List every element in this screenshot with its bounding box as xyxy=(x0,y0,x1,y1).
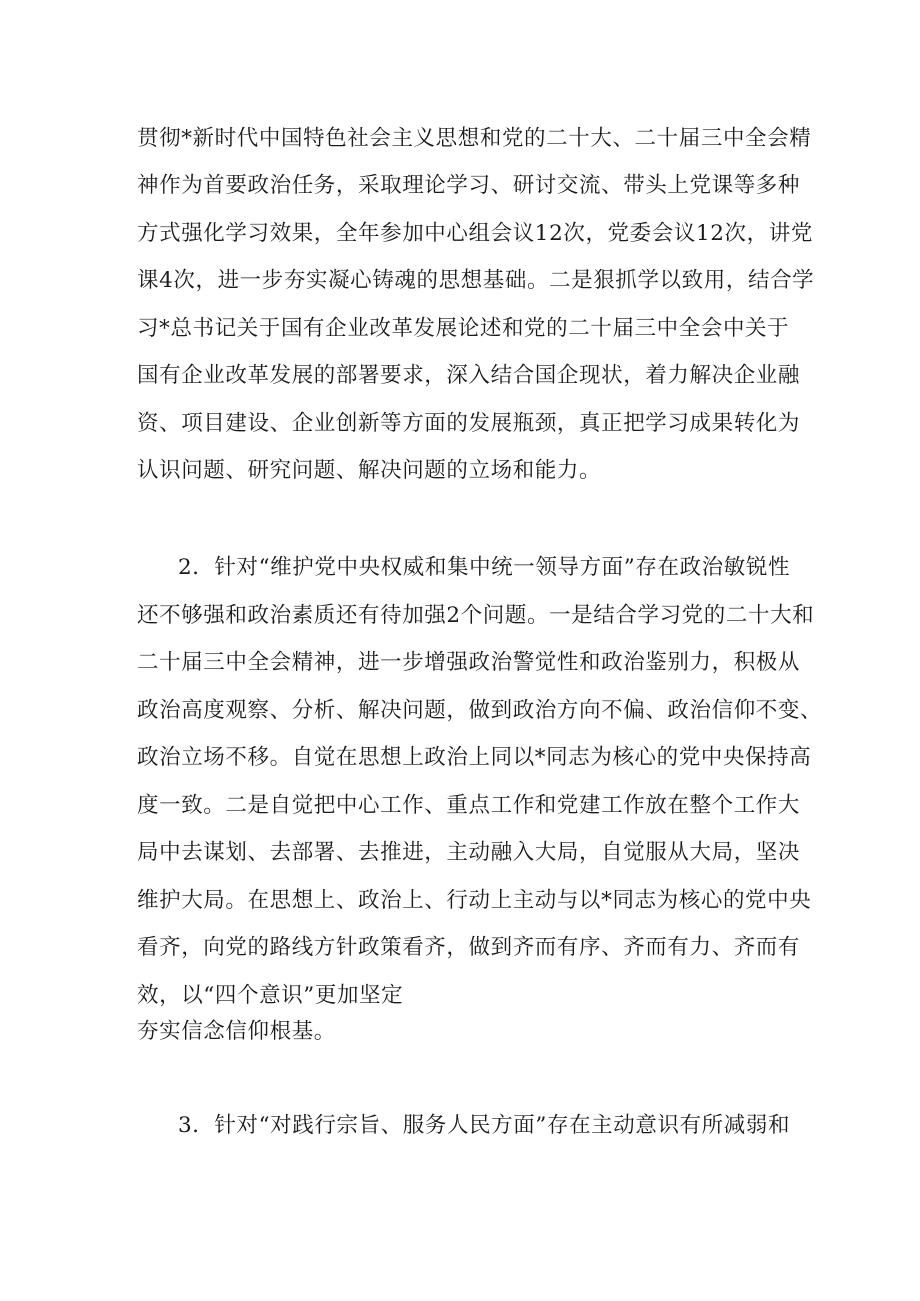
text-line: 认识问题、研究问题、解决问题的立场和能力。 xyxy=(137,458,602,483)
section-heading-line: 3．针对“对践行宗旨、服务人民方面”存在主动意识有所减弱和 xyxy=(178,1113,791,1138)
text-line: 二十届三中全会精神，进一步增强政治警觉性和政治鉴别力，积极从 xyxy=(137,650,801,675)
text-line: 资、项目建设、企业创新等方面的发展瓶颈，真正把学习成果转化为 xyxy=(137,411,801,436)
text-line: 度一致。二是自觉把中心工作、重点工作和党建工作放在整个工作大 xyxy=(137,793,801,818)
text-line: 贯彻*新时代中国特色社会主义思想和党的二十大、二十届三中全会精 xyxy=(137,126,812,151)
text-line: 还不够强和政治素质还有待加强2个问题。一是结合学习党的二十大和 xyxy=(137,603,815,628)
text-line: 局中去谋划、去部署、去推进，主动融入大局，自觉服从大局，坚决 xyxy=(137,840,801,865)
text-line: 看齐，向党的路线方针政策看齐，做到齐而有序、齐而有力、齐而有 xyxy=(137,935,801,960)
section-heading-line: 2．针对“维护党中央权威和集中统一领导方面”存在政治敏锐性 xyxy=(178,555,791,580)
text-line: 习*总书记关于国有企业改革发展论述和党的二十届三中全会中关于 xyxy=(137,316,790,341)
text-line: 效，以“四个意识”更加坚定 xyxy=(137,983,404,1008)
text-line: 神作为首要政治任务，采取理论学习、研讨交流、带头上党课等多种 xyxy=(137,173,801,198)
text-line: 夯实信念信仰根基。 xyxy=(137,1019,336,1044)
text-line: 政治高度观察、分析、解决问题，做到政治方向不偏、政治信仰不变、 xyxy=(137,698,823,723)
text-line: 政治立场不移。自觉在思想上政治上同以*同志为核心的党中央保持高 xyxy=(137,745,812,770)
text-line: 国有企业改革发展的部署要求，深入结合国企现状，着力解决企业融 xyxy=(137,363,801,388)
text-line: 方式强化学习效果，全年参加中心组会议12次，党委会议12次，讲党 xyxy=(137,221,813,246)
text-line: 课4次，进一步夯实凝心铸魂的思想基础。二是狠抓学以致用，结合学 xyxy=(137,268,815,293)
text-line: 维护大局。在思想上、政治上、行动上主动与以*同志为核心的党中央 xyxy=(137,888,812,913)
